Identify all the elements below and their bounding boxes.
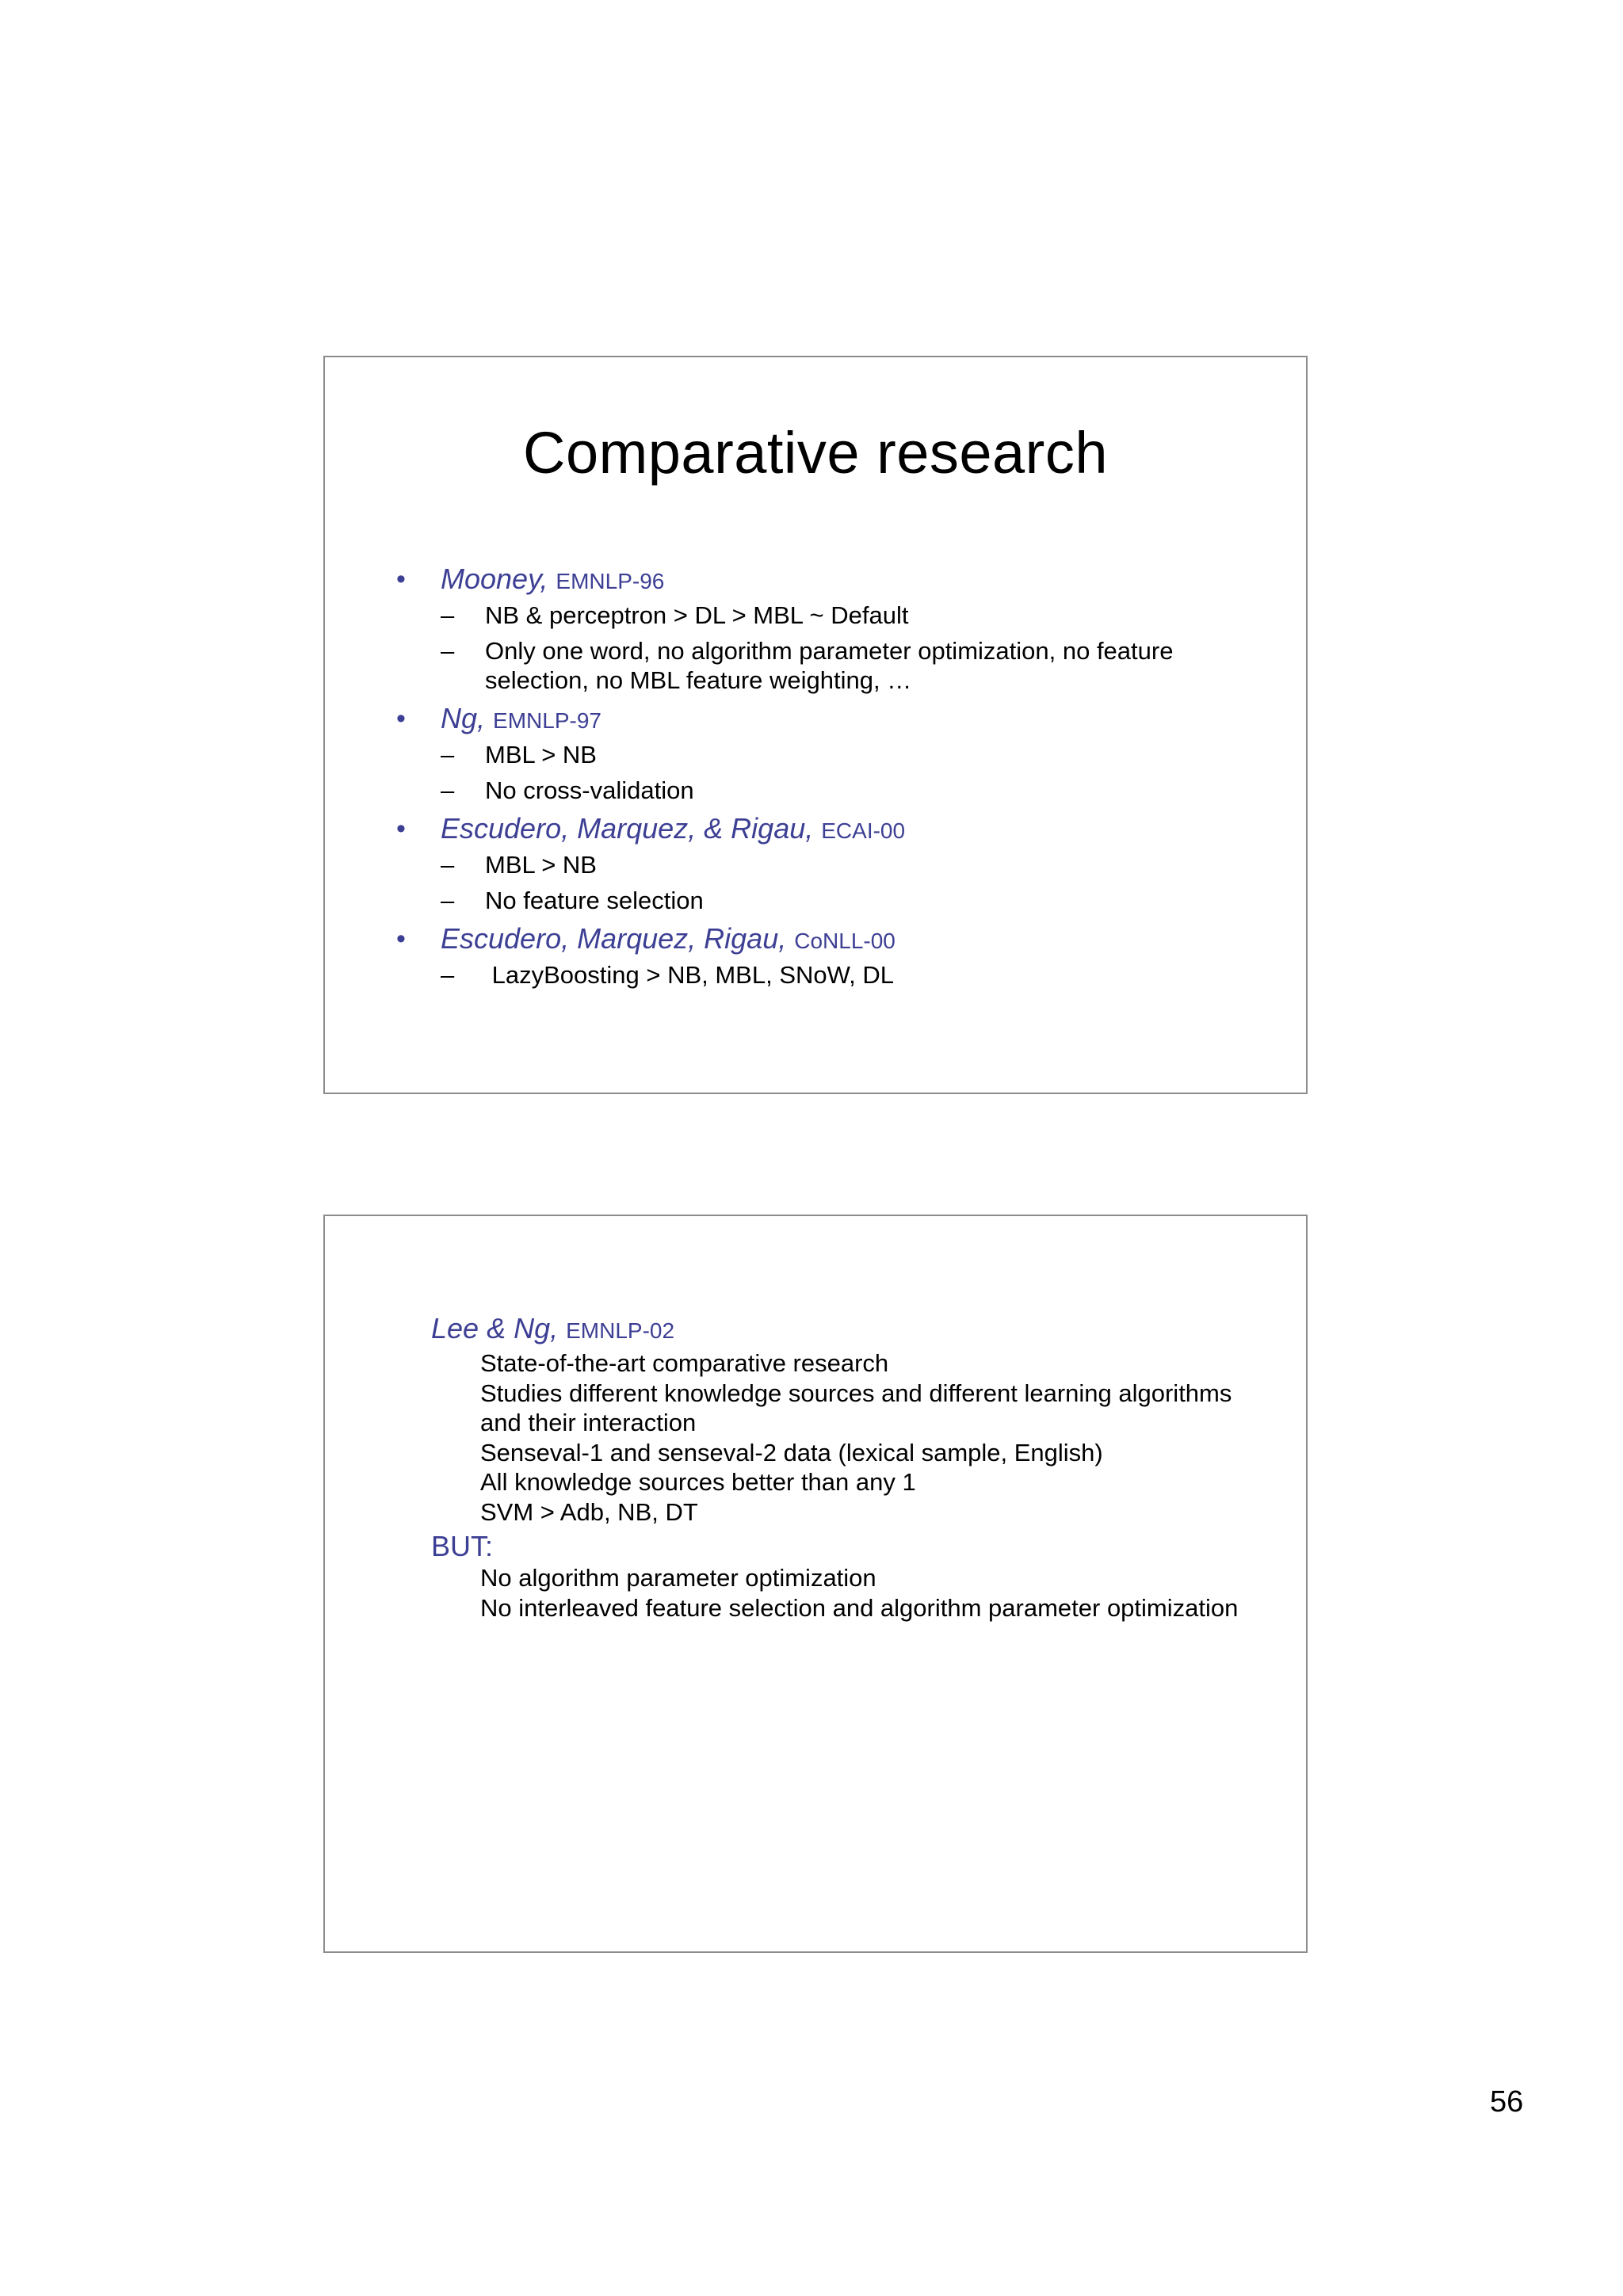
venue-label: EMNLP-02: [566, 1318, 675, 1343]
item-list: [480, 1348, 1274, 1527]
list-item: SVM > Adb, NB, DT: [480, 1497, 698, 1526]
sub-list: [441, 960, 1266, 990]
but-heading: BUT:: [431, 1530, 494, 1562]
sub-item: [441, 850, 1266, 879]
author-name: Lee & Ng,: [431, 1312, 559, 1344]
sub-item-text: MBL > NB: [485, 741, 597, 769]
slide-title: Comparative research: [523, 420, 1108, 486]
sub-item-text: Only one word, no algorithm parameter optimization, no feature selection, no MBL feature weighting, …: [485, 637, 1174, 694]
dash-icon: –: [441, 741, 455, 769]
list-item: All knowledge sources better than any 1: [480, 1468, 916, 1496]
author-name: Escudero, Marquez, & Rigau,: [441, 812, 814, 845]
sub-item: [441, 636, 1266, 695]
bullet-ng: [396, 701, 1266, 738]
bullet-escudero-ecai: [396, 811, 1266, 849]
page-number: 56: [1490, 2085, 1524, 2119]
list-item: No interleaved feature selection and algorithm parameter optimization: [480, 1593, 1239, 1622]
but-item-list: [480, 1563, 1274, 1623]
sub-item-text: No feature selection: [485, 887, 704, 914]
bullet-dot-icon: •: [396, 564, 406, 594]
venue-label: EMNLP-97: [493, 708, 601, 733]
list-item: State-of-the-art comparative research: [480, 1349, 889, 1377]
bullet-dot-icon: •: [396, 814, 406, 844]
sub-item: [441, 601, 1266, 630]
list-item: Studies different knowledge sources and different learning algorithms and their interaction: [480, 1379, 1232, 1436]
dash-icon: –: [441, 776, 455, 804]
sub-item: [441, 886, 1266, 915]
bullet-escudero-conll: [396, 921, 1266, 959]
slide-content: [431, 1311, 1274, 1623]
list-item: No algorithm parameter optimization: [480, 1564, 876, 1592]
venue-label: ECAI-00: [821, 818, 906, 843]
slide-comparative-research: [323, 356, 1308, 1094]
author-name: Ng,: [441, 702, 486, 734]
sub-item: [441, 740, 1266, 769]
sub-item: [441, 776, 1266, 805]
sub-list: [441, 850, 1266, 915]
sub-list: [441, 740, 1266, 805]
bullet-dot-icon: •: [396, 924, 406, 954]
bullet-dot-icon: •: [396, 704, 406, 734]
author-name: Mooney,: [441, 563, 548, 595]
sub-item: [441, 960, 1266, 990]
dash-icon: –: [441, 601, 455, 629]
sub-item-text: MBL > NB: [485, 851, 597, 879]
sub-list: [441, 601, 1266, 695]
sub-item-text: No cross-validation: [485, 776, 694, 804]
author-line: [431, 1311, 1274, 1348]
dash-icon: –: [441, 851, 455, 879]
bullet-list: [396, 562, 1266, 996]
sub-item-text: LazyBoosting > NB, MBL, SNoW, DL: [485, 961, 895, 989]
dash-icon: –: [441, 961, 455, 989]
dash-icon: –: [441, 887, 455, 914]
list-item: Senseval-1 and senseval-2 data (lexical sample, English): [480, 1438, 1103, 1466]
dash-icon: –: [441, 637, 455, 665]
sub-item-text: NB & perceptron > DL > MBL ~ Default: [485, 601, 909, 629]
venue-label: EMNLP-96: [556, 569, 665, 593]
author-name: Escudero, Marquez, Rigau,: [441, 922, 787, 955]
slide-lee-ng: [323, 1215, 1308, 1953]
bullet-mooney: [396, 562, 1266, 599]
venue-label: CoNLL-00: [794, 929, 896, 953]
